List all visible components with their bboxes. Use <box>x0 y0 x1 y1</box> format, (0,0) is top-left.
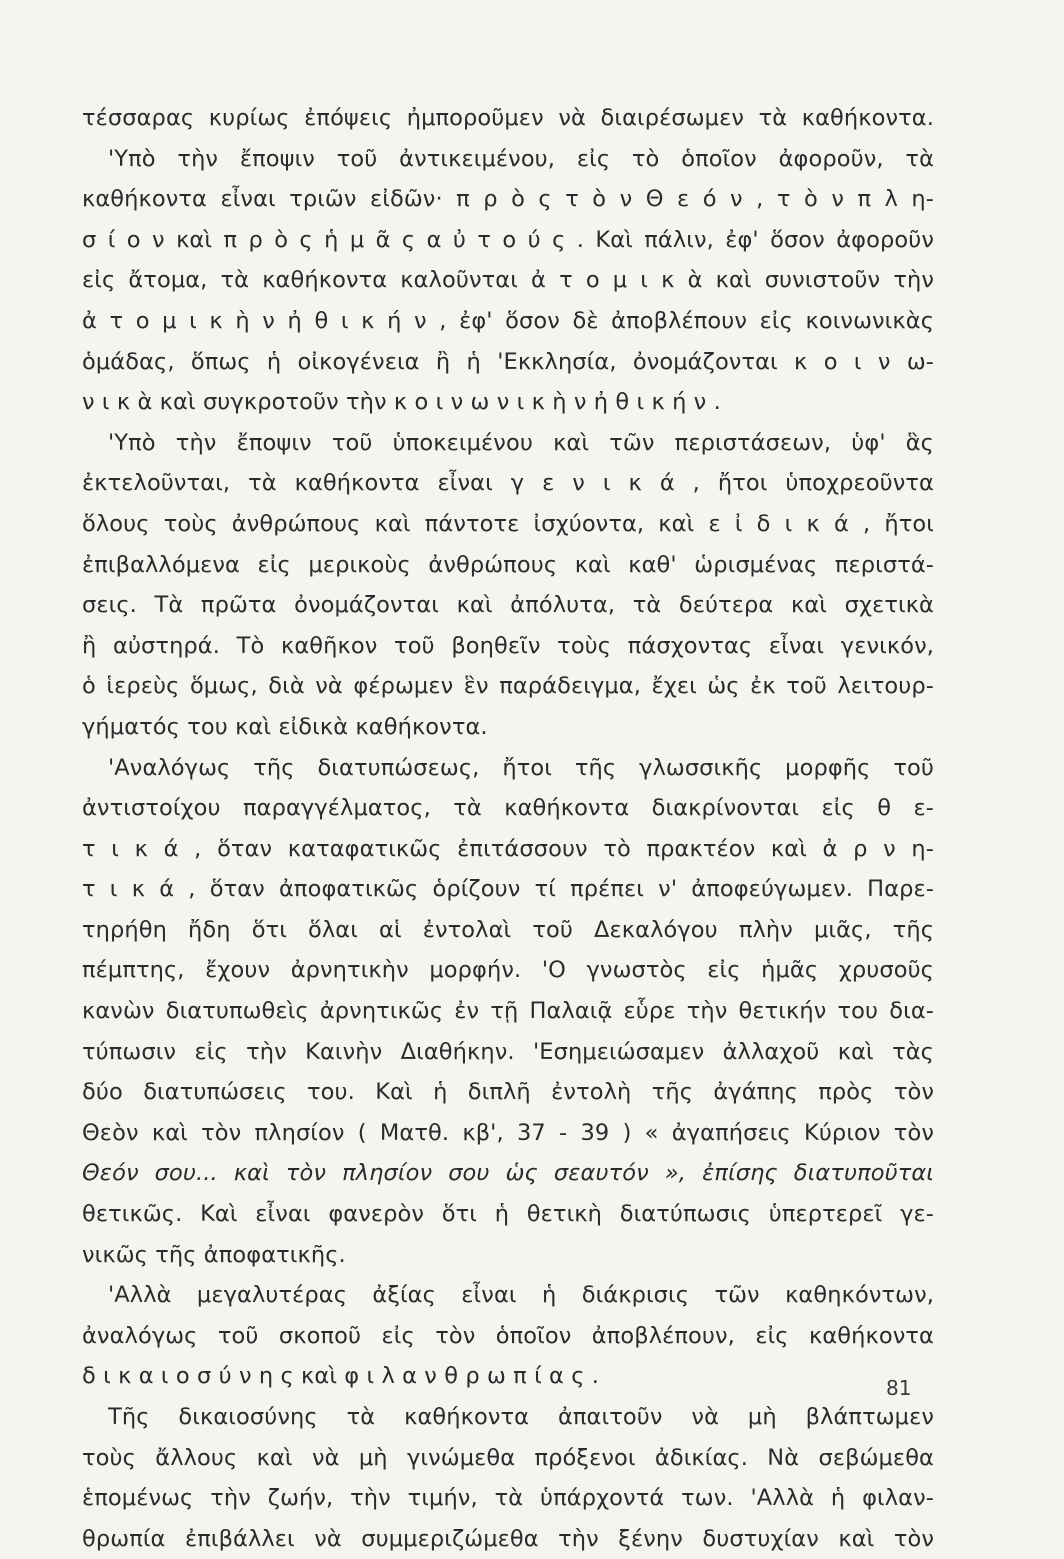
text-line: πέμπτης, ἔχουν ἀρνητικὴν μορφήν. 'Ο γνωστὸς εἰς ἡμᾶς χρυσοῦς <box>82 957 934 984</box>
text-line: τ ι κ ά , ὅταν καταφατικῶς ἐπιτάσσουν τὸ πρακτέον καὶ ἀ ρ ν η- <box>82 835 934 862</box>
text-line: γήματός του καὶ εἰδικὰ καθήκοντα. <box>82 713 488 740</box>
text-line: τ ι κ ά , ὅταν ἀποφατικῶς ὁρίζουν τί πρέπει ν' ἀποφεύγωμεν. Παρε- <box>82 876 934 903</box>
body-text <box>82 98 934 1559</box>
text-line: τύπωσιν εἰς τὴν Καινὴν Διαθήκην. 'Εσημειώσαμεν ἀλλαχοῦ καὶ τὰς <box>82 1038 934 1065</box>
text-line: θετικῶς. Καὶ εἶναι φανερὸν ὅτι ἡ θετικὴ διατύπωσις ὑπερτερεῖ γε- <box>82 1201 934 1228</box>
page-number: 81 <box>886 1376 912 1400</box>
text-line: σ ί ο ν καὶ π ρ ὸ ς ἡ μ ᾶ ς α ὐ τ ο ύ ς . Καὶ πάλιν, ἐφ' ὅσον ἀφοροῦν <box>82 226 934 253</box>
text-line: 'Αναλόγως τῆς διατυπώσεως, ἤτοι τῆς γλωσσικῆς μορφῆς τοῦ <box>108 754 934 781</box>
text-line: Θεὸν καὶ τὸν πλησίον ( Ματθ. κβ', 37 - 39 ) « ἀγαπήσεις Κύριον τὸν <box>82 1119 934 1146</box>
text-line: ἐπιβαλλόμενα εἰς μερικοὺς ἀνθρώπους καὶ καθ' ὡρισμένας περιστά- <box>82 551 934 578</box>
text-line: δ ι κ α ι ο σ ύ ν η ς καὶ φ ι λ α ν θ ρ ω π ί α ς . <box>82 1363 600 1390</box>
text-line: ν ι κ ὰ καὶ συγκροτοῦν τὴν κ ο ι ν ω ν ι κ ὴ ν ἠ θ ι κ ή ν . <box>82 389 721 416</box>
text-line: κανὼν διατυπωθεὶς ἀρνητικῶς ἐν τῇ Παλαιᾷ εὗρε τὴν θετικήν του δια- <box>82 998 934 1025</box>
text-line: καθήκοντα εἶναι τριῶν εἰδῶν· π ρ ὸ ς τ ὸ ν Θ ε ό ν , τ ὸ ν π λ η- <box>82 186 934 213</box>
text-line: Τῆς δικαιοσύνης τὰ καθήκοντα ἀπαιτοῦν νὰ μὴ βλάπτωμεν <box>108 1404 934 1430</box>
text-line: 'Αλλὰ μεγαλυτέρας ἀξίας εἶναι ἡ διάκρισις τῶν καθηκόντων, <box>108 1282 934 1309</box>
text-line: Θεόν σου... καὶ τὸν πλησίον σου ὡς σεαυτόν », ἐπίσης διατυποῦται <box>82 1160 934 1187</box>
text-line: ὅλους τοὺς ἀνθρώπους καὶ πάντοτε ἰσχύοντα, καὶ ε ἰ δ ι κ ά , ἤτοι <box>82 510 934 537</box>
text-line: ἀντιστοίχου παραγγέλματος, τὰ καθήκοντα διακρίνονται εἰς θ ε- <box>82 795 934 822</box>
text-line: ἀναλόγως τοῦ σκοποῦ εἰς τὸν ὁποῖον ἀποβλέπουν, εἰς καθήκοντα <box>82 1322 934 1349</box>
text-line: τηρήθη ἤδη ὅτι ὅλαι αἱ ἐντολαὶ τοῦ Δεκαλόγου πλὴν μιᾶς, τῆς <box>82 916 934 943</box>
text-line: ὁ ἱερεὺς ὅμως, διὰ νὰ φέρωμεν ἓν παράδειγμα, ἔχει ὡς ἐκ τοῦ λειτουρ- <box>82 673 934 700</box>
text-line: 'Υπὸ τὴν ἔποψιν τοῦ ἀντικειμένου, εἰς τὸ ὁποῖον ἀφοροῦν, τὰ <box>108 145 934 172</box>
text-line: τέσσαρας κυρίως ἐπόψεις ἠμποροῦμεν νὰ διαιρέσωμεν τὰ καθήκοντα. <box>82 105 934 131</box>
text-line: εἰς ἄτομα, τὰ καθήκοντα καλοῦνται ἀ τ ο μ ι κ ὰ καὶ συνιστοῦν τὴν <box>82 267 934 294</box>
text-line: ἀ τ ο μ ι κ ὴ ν ἠ θ ι κ ή ν , ἐφ' ὅσον δὲ ἀποβλέπουν εἰς κοινωνικὰς <box>82 307 934 334</box>
text-line: νικῶς τῆς ἀποφατικῆς. <box>82 1241 346 1268</box>
text-line: ἑπομένως τὴν ζωήν, τὴν τιμήν, τὰ ὑπάρχοντά των. 'Αλλὰ ἡ φιλαν- <box>82 1485 934 1512</box>
text-line: θρωπία ἐπιβάλλει νὰ συμμεριζώμεθα τὴν ξένην δυστυχίαν καὶ τὸν <box>82 1525 934 1552</box>
text-line: 'Υπὸ τὴν ἔποψιν τοῦ ὑποκειμένου καὶ τῶν περιστάσεων, ὑφ' ἃς <box>108 429 934 456</box>
text-line: ὁμάδας, ὅπως ἡ οἰκογένεια ἢ ἡ 'Εκκλησία, ὀνομάζονται κ ο ι ν ω- <box>82 348 934 375</box>
text-line: τοὺς ἄλλους καὶ νὰ μὴ γινώμεθα πρόξενοι ἀδικίας. Νὰ σεβώμεθα <box>82 1444 934 1471</box>
text-line: ἐκτελοῦνται, τὰ καθήκοντα εἶναι γ ε ν ι κ ά , ἤτοι ὑποχρεοῦντα <box>82 470 934 497</box>
text-line: σεις. Τὰ πρῶτα ὀνομάζονται καὶ ἀπόλυτα, τὰ δεύτερα καὶ σχετικὰ <box>82 592 934 619</box>
text-line: ἢ αὐστηρά. Τὸ καθῆκον τοῦ βοηθεῖν τοὺς πάσχοντας εἶναι γενικόν, <box>82 632 934 659</box>
text-line: δύο διατυπώσεις του. Καὶ ἡ διπλῆ ἐντολὴ τῆς ἀγάπης πρὸς τὸν <box>82 1079 934 1106</box>
